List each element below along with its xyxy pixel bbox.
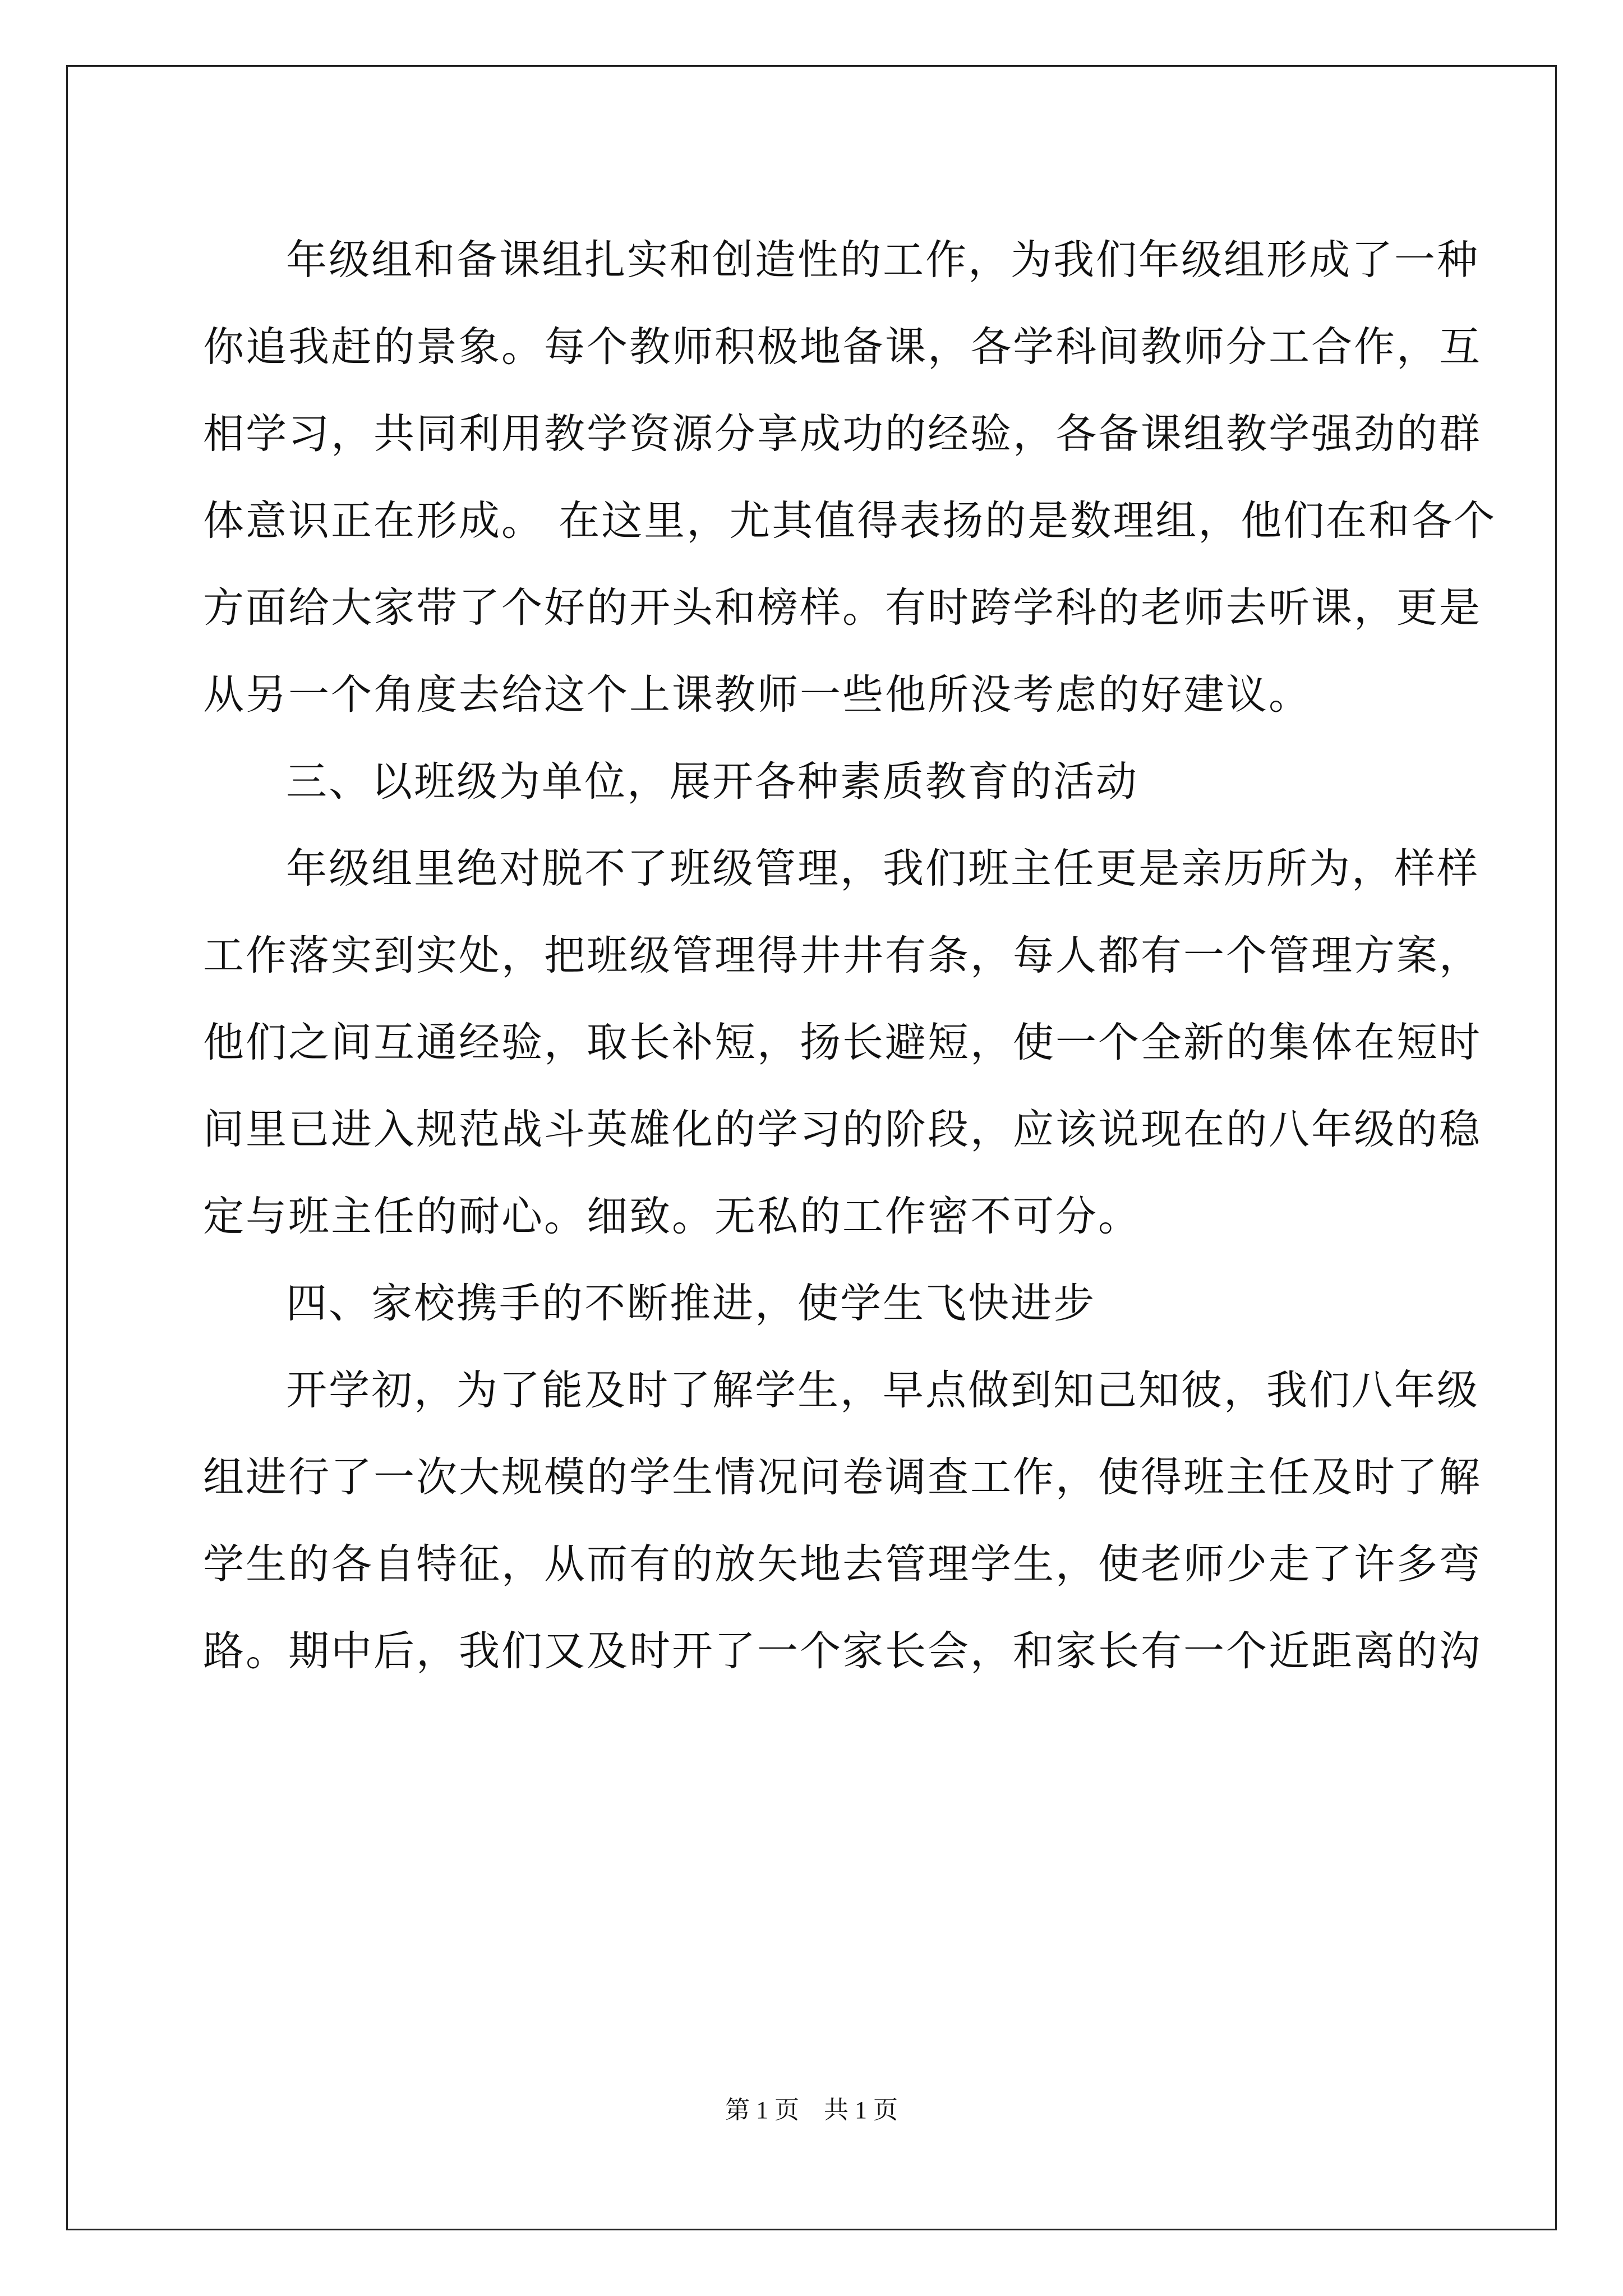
page-number: 第 1 页 共 1 页 <box>725 2096 898 2124</box>
text-line: 从另一个角度去给这个上课教师一些他所没考虑的好建议。 <box>203 671 1311 719</box>
text-line: 路。期中后，我们又及时开了一个家长会，和家长有一个近距离的沟 <box>203 1627 1482 1675</box>
section-heading: 四、家校携手的不断推进，使学生飞快进步 <box>286 1280 1096 1327</box>
text-line: 年级组和备课组扎实和创造性的工作，为我们年级组形成了一种 <box>286 236 1479 284</box>
text-line: 年级组里绝对脱不了班级管理，我们班主任更是亲历所为，样样 <box>286 845 1479 892</box>
text-line: 体意识正在形成。 在这里，尤其值得表扬的是数理组，他们在和各个 <box>203 497 1497 545</box>
text-line: 组进行了一次大规模的学生情况问卷调查工作，使得班主任及时了解 <box>203 1453 1482 1501</box>
text-line: 间里已进入规范战斗英雄化的学习的阶段，应该说现在的八年级的稳 <box>203 1106 1482 1153</box>
text-line: 工作落实到实处，把班级管理得井井有条，每人都有一个管理方案， <box>203 932 1482 979</box>
text-line: 学生的各自特征，从而有的放矢地去管理学生，使老师少走了许多弯 <box>203 1540 1482 1588</box>
text-line: 相学习，共同利用教学资源分享成功的经验，各备课组教学强劲的群 <box>203 410 1482 458</box>
text-line: 定与班主任的耐心。细致。无私的工作密不可分。 <box>203 1193 1141 1240</box>
section-heading: 三、以班级为单位，展开各种素质教育的活动 <box>286 758 1138 806</box>
text-line: 开学初，为了能及时了解学生，早点做到知己知彼，我们八年级 <box>286 1366 1479 1414</box>
text-line: 他们之间互通经验，取长补短，扬长避短，使一个全新的集体在短时 <box>203 1019 1482 1066</box>
text-line: 方面给大家带了个好的开头和榜样。有时跨学科的老师去听课，更是 <box>203 584 1482 632</box>
text-line: 你追我赶的景象。每个教师积极地备课，各学科间教师分工合作，互 <box>203 323 1482 371</box>
